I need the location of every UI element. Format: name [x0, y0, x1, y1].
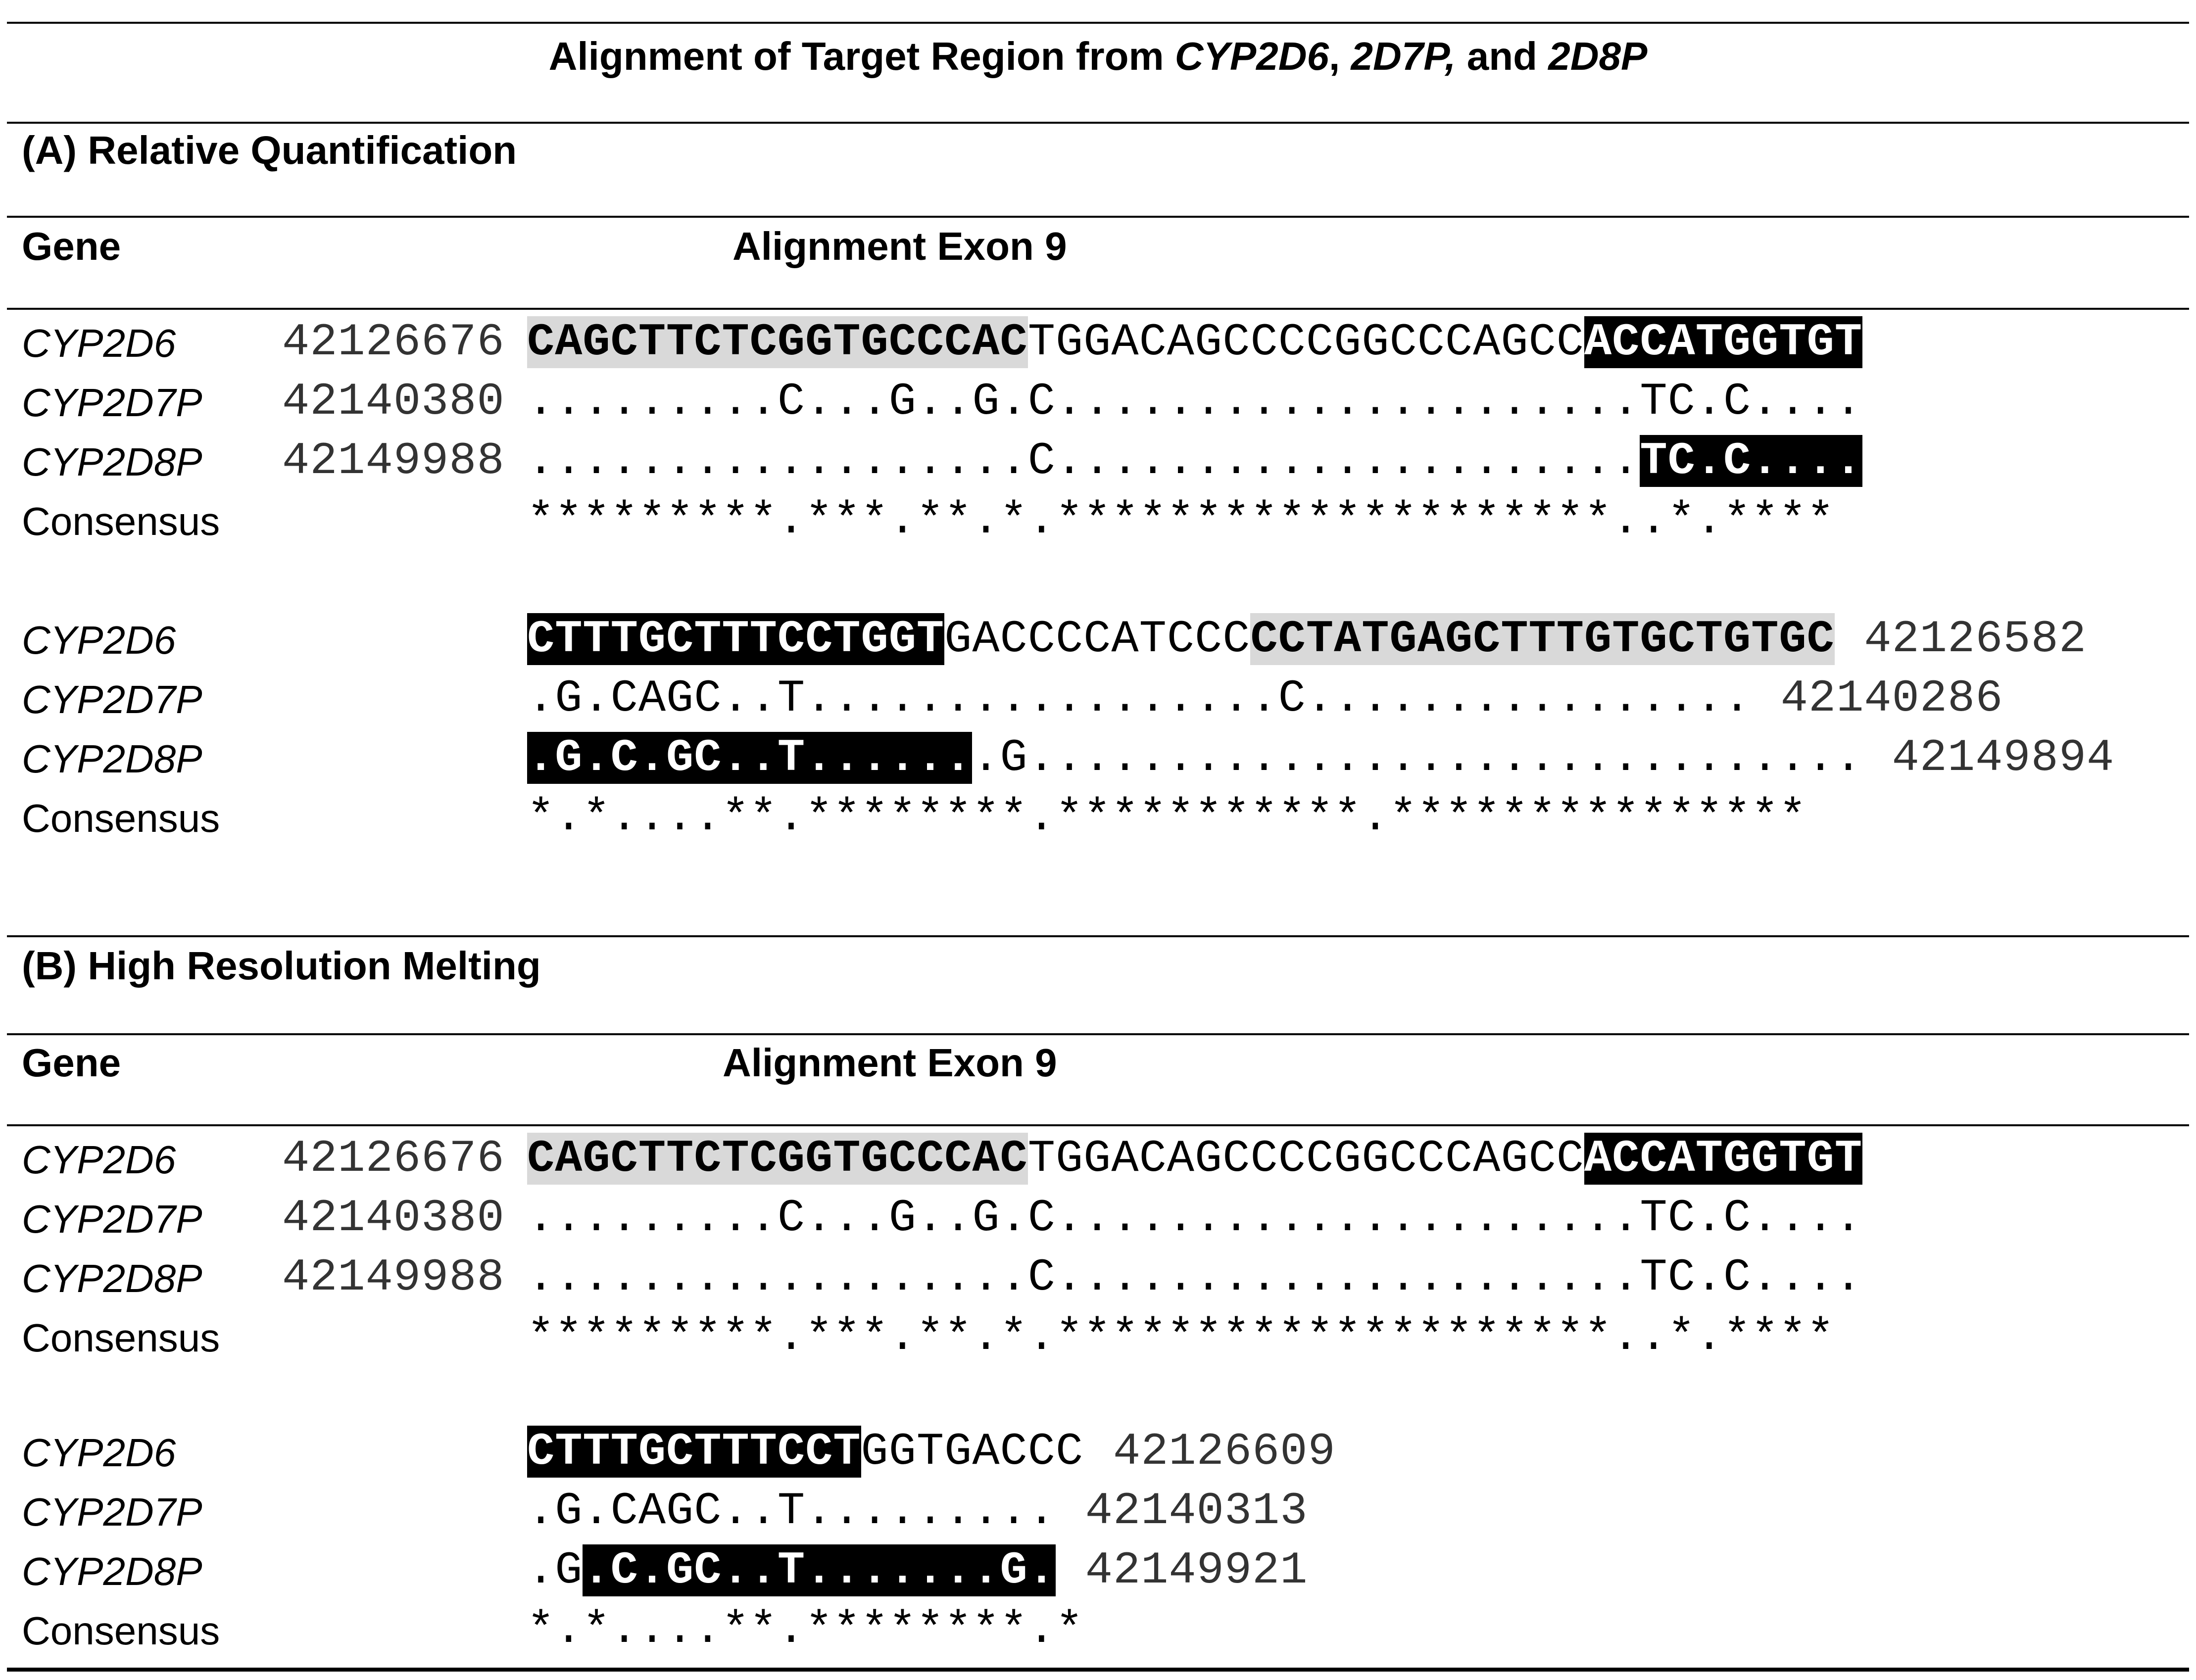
sequence-segment: GACCCCATCCC	[944, 613, 1251, 665]
section-a-heading: (A) Relative Quantification	[22, 128, 517, 172]
sequence-segment: *.*....**.********.***********.***************	[527, 791, 1807, 843]
title-rule	[7, 122, 2189, 124]
sequence-segment: .G.CAGC..T.........	[527, 1485, 1056, 1537]
gene-label: CYP2D6	[22, 1138, 176, 1182]
sequence-segment: .........C...G..G.C.....................TC.C....	[527, 1192, 1863, 1244]
sequence-segment: ..................C.....................TC.C....	[527, 1251, 1863, 1303]
title-text: Alignment of Target Region from	[548, 34, 1175, 78]
probe-highlight: CTTTGCTTTCCTGGT	[527, 613, 945, 665]
end-position: 42149921	[1085, 1544, 1308, 1596]
gene-label: CYP2D7P	[22, 677, 202, 721]
aligned-sequence	[527, 732, 1862, 784]
start-position: 42140380	[282, 1192, 505, 1244]
gene-label: CYP2D8P	[22, 1549, 202, 1593]
aligned-sequence	[527, 1252, 1862, 1303]
end-position: 42140313	[1085, 1485, 1308, 1537]
section-a-alignment-header: Alignment Exon 9	[732, 224, 1067, 268]
aligned-sequence	[527, 1545, 1056, 1596]
aligned-sequence	[527, 1486, 1056, 1537]
sequence-segment: .G	[527, 1544, 583, 1596]
section-b-alignment-header: Alignment Exon 9	[723, 1041, 1057, 1085]
aligned-sequence	[527, 1426, 1083, 1478]
gene-label: CYP2D6	[22, 1431, 176, 1475]
sequence-segment: TGGACAGCCCCGGCCCAGCC	[1027, 1133, 1584, 1185]
aligned-sequence	[527, 614, 1835, 665]
section-b-gene-header: Gene	[22, 1041, 121, 1085]
gene-label: CYP2D6	[22, 321, 176, 365]
sequence-segment: .........C...G..G.C.....................TC.C....	[527, 376, 1863, 428]
section-b-heading: (B) High Resolution Melting	[22, 944, 541, 988]
top-rule	[7, 22, 2189, 24]
title-gene-2d7p: 2D7P,	[1351, 34, 1456, 78]
aligned-sequence	[527, 435, 1862, 487]
title-separator: and	[1456, 34, 1549, 78]
gene-label: CYP2D6	[22, 618, 176, 662]
sequence-segment: .G..............................	[972, 732, 1863, 784]
gene-label: CYP2D8P	[22, 440, 202, 484]
primer-highlight: CAGCTTCTCGGTGCCCAC	[527, 1133, 1028, 1185]
sequence-segment: *.*....**.********.*	[527, 1604, 1084, 1656]
start-position: 42149988	[282, 435, 505, 487]
sequence-segment: ..................C.....................	[527, 435, 1640, 487]
section-b-rule	[7, 935, 2189, 937]
primer-highlight: CCTATGAGCTTTGTGCTGTGC	[1250, 613, 1835, 665]
probe-highlight: CTTTGCTTTCCT	[527, 1426, 861, 1478]
title-gene-cyp2d6: CYP2D6	[1174, 34, 1329, 78]
bottom-rule	[7, 1668, 2189, 1672]
probe-highlight: TC.C....	[1640, 435, 1863, 487]
gene-label: CYP2D7P	[22, 1490, 202, 1534]
gene-label: CYP2D7P	[22, 381, 202, 425]
section-a-gene-header: Gene	[22, 224, 121, 268]
section-b-subrule	[7, 1033, 2189, 1035]
sequence-segment: GGTGACCC	[861, 1426, 1084, 1478]
end-position: 42140286	[1780, 672, 2003, 724]
sequence-segment: *********.***.**.*.********************..*.****	[527, 494, 1835, 546]
end-position: 42126609	[1113, 1426, 1336, 1478]
title-separator: ,	[1329, 34, 1351, 78]
aligned-sequence	[527, 1133, 1862, 1185]
consensus-label: Consensus	[22, 796, 220, 840]
probe-highlight: .G.C.GC..T......	[527, 732, 973, 784]
start-position: 42140380	[282, 376, 505, 428]
aligned-sequence	[527, 1193, 1862, 1244]
section-a-header-rule	[7, 308, 2189, 310]
gene-label: CYP2D8P	[22, 737, 202, 781]
start-position: 42149988	[282, 1251, 505, 1303]
probe-highlight: ACCATGGTGT	[1584, 1133, 1863, 1185]
sequence-segment: .G.CAGC..T.................C................	[527, 672, 1752, 724]
probe-highlight: ACCATGGTGT	[1584, 316, 1863, 368]
consensus-sequence	[527, 792, 1807, 843]
gene-label: CYP2D8P	[22, 1256, 202, 1300]
aligned-sequence	[527, 673, 1751, 724]
consensus-label: Consensus	[22, 1609, 220, 1653]
consensus-label: Consensus	[22, 1316, 220, 1360]
title-gene-2d8p: 2D8P	[1548, 34, 1648, 78]
section-a-rule	[7, 216, 2189, 218]
start-position: 42126676	[282, 316, 505, 368]
end-position: 42149894	[1892, 732, 2115, 784]
gene-label: CYP2D7P	[22, 1197, 202, 1241]
consensus-label: Consensus	[22, 499, 220, 543]
sequence-segment: *********.***.**.*.********************..*.****	[527, 1311, 1835, 1363]
primer-highlight: CAGCTTCTCGGTGCCCAC	[527, 316, 1028, 368]
sequence-segment: TGGACAGCCCCGGCCCAGCC	[1027, 316, 1584, 368]
consensus-sequence	[527, 1604, 1083, 1656]
start-position: 42126676	[282, 1133, 505, 1185]
consensus-sequence	[527, 1311, 1835, 1363]
probe-highlight: .C.GC..T.......G.	[583, 1544, 1056, 1596]
page-title	[0, 33, 2196, 80]
consensus-sequence	[527, 495, 1835, 546]
end-position: 42126582	[1864, 613, 2087, 665]
section-b-header-rule	[7, 1124, 2189, 1126]
aligned-sequence	[527, 317, 1862, 368]
aligned-sequence	[527, 376, 1862, 428]
